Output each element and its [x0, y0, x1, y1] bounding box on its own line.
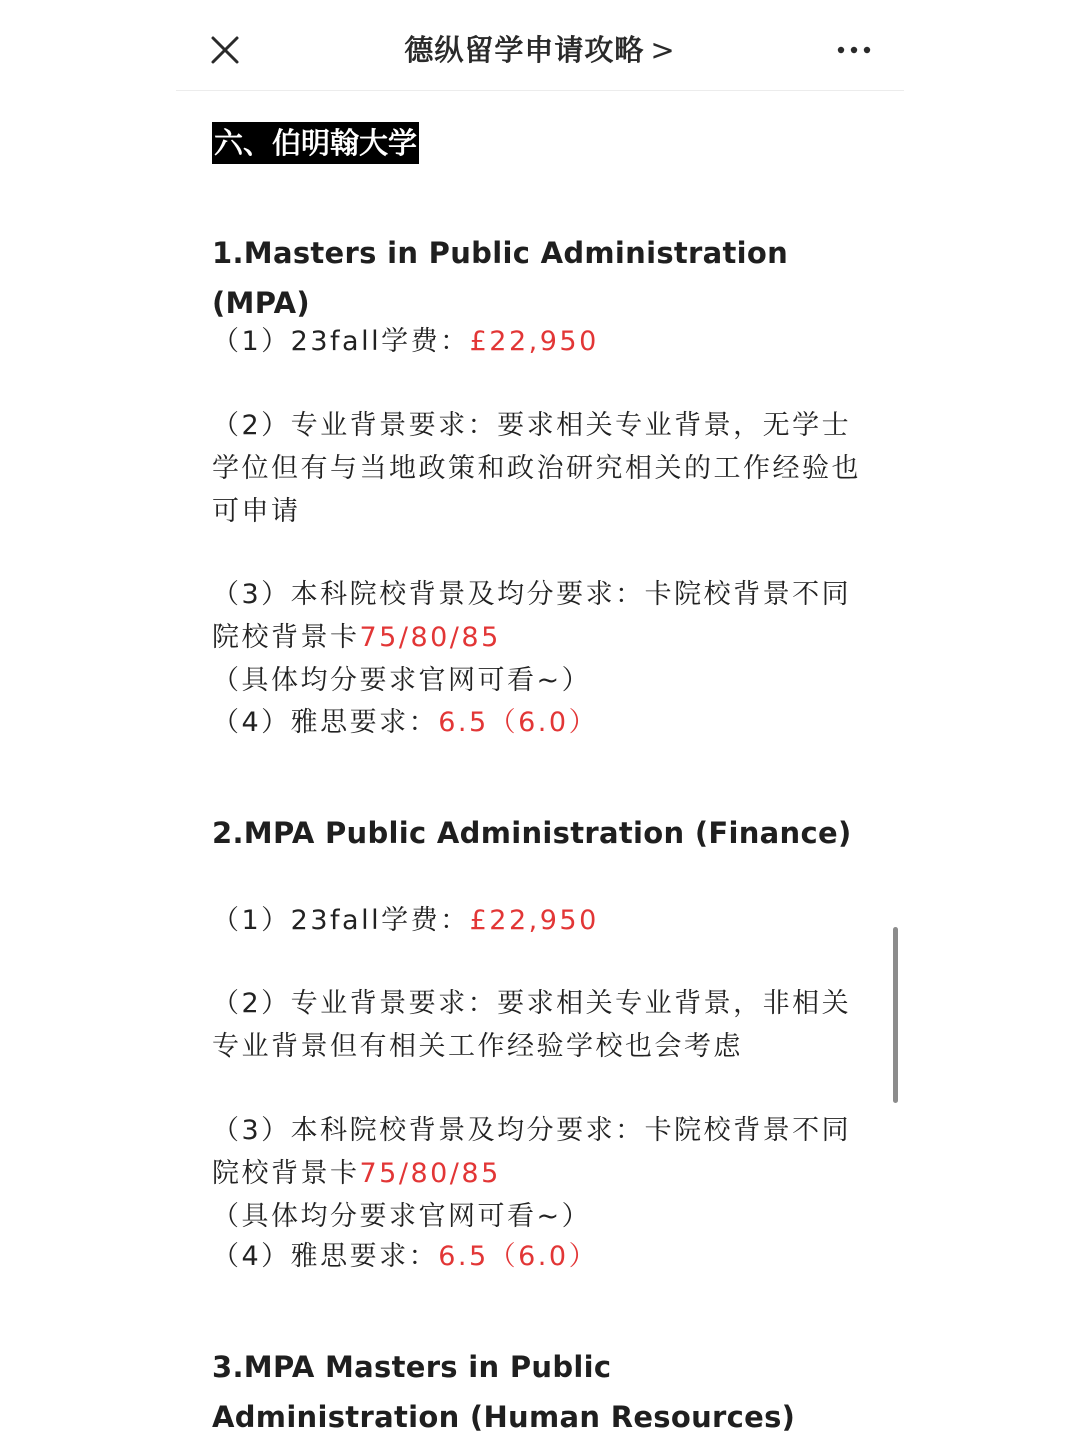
- program-1-heading: 1.Masters in Public Administration (MPA): [212, 236, 789, 320]
- program-3-heading: 3.MPA Masters in Public Administration (Human Resources): [212, 1350, 796, 1434]
- program-2-gpa-label: （3）本科院校背景及均分要求：卡院校背景不同院校背景卡: [212, 1115, 852, 1189]
- program-1-fee-value: £22,950: [469, 326, 599, 357]
- program-1-ielts-value: 6.5（6.0）: [438, 707, 599, 738]
- more-options-icon[interactable]: [834, 36, 874, 64]
- program-2-background: （2）专业背景要求：要求相关专业背景，非相关专业背景但有相关工作经验学校也会考虑: [212, 988, 852, 1062]
- program-2-fee: [212, 899, 868, 942]
- program-1-ielts-label: （4）雅思要求：: [212, 707, 439, 738]
- page-title-text: 德纵留学申请攻略: [404, 33, 645, 67]
- program-1-fee: [212, 320, 868, 363]
- top-nav-bar: [176, 0, 904, 91]
- program-2-heading: 2.MPA Public Administration (Finance): [212, 816, 852, 850]
- section-title: 六、伯明翰大学: [212, 122, 419, 164]
- program-1-gpa-value: 75/80/85: [359, 622, 501, 653]
- chevron-right-icon: >: [650, 33, 676, 67]
- program-1-gpa: [212, 573, 868, 702]
- program-2-fee-value: £22,950: [469, 905, 599, 936]
- program-1-gpa-suffix: （具体均分要求官网可看~）: [212, 665, 592, 696]
- program-1-fee-label: （1）23fall学费：: [212, 326, 470, 357]
- program-2-gpa: [212, 1109, 868, 1238]
- program-2-ielts-label: （4）雅思要求：: [212, 1241, 439, 1272]
- program-1-ielts: [212, 701, 868, 744]
- scrollbar-thumb[interactable]: [893, 927, 898, 1103]
- program-2-gpa-suffix: （具体均分要求官网可看~）: [212, 1201, 592, 1232]
- program-2-fee-label: （1）23fall学费：: [212, 905, 470, 936]
- page-title[interactable]: [176, 28, 904, 69]
- program-1-gpa-label: （3）本科院校背景及均分要求：卡院校背景不同院校背景卡: [212, 579, 852, 653]
- program-2-ielts: [212, 1235, 868, 1278]
- program-2-gpa-value: 75/80/85: [359, 1158, 501, 1189]
- program-2-ielts-value: 6.5（6.0）: [438, 1241, 599, 1272]
- program-1-background: （2）专业背景要求：要求相关专业背景，无学士学位但有与当地政策和政治研究相关的工作经验也可申请: [212, 410, 861, 527]
